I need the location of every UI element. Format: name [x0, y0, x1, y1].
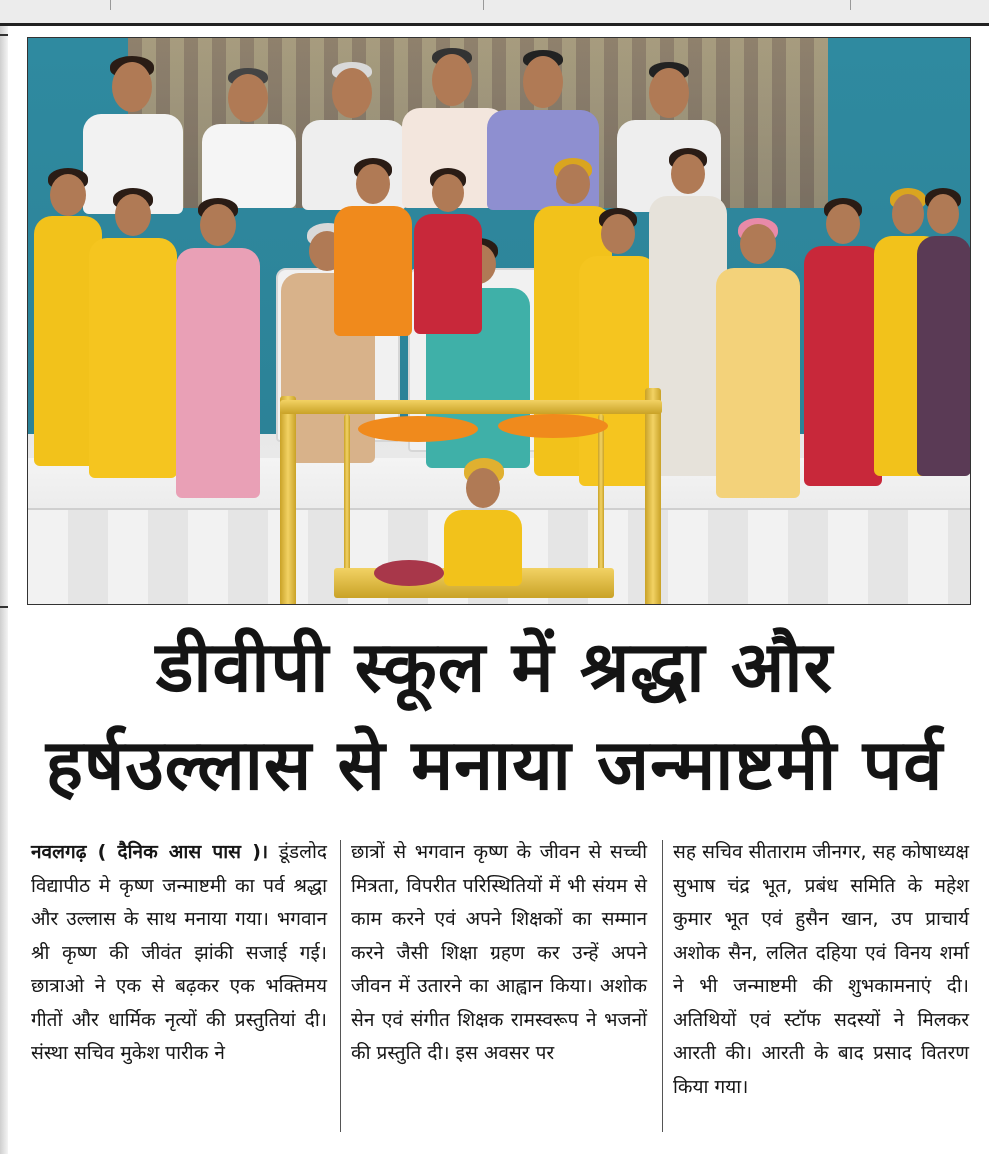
child-figure [408, 168, 488, 338]
headline-line-1: डीवीपी स्कूल में श्रद्धा और [155, 626, 834, 708]
clipping-top-edge [0, 0, 989, 26]
dateline: नवलगढ़ ( दैनिक आस पास )। [31, 841, 269, 863]
flower-garland [358, 416, 478, 442]
column-divider [340, 840, 341, 1132]
article-body [31, 836, 975, 1136]
clipping-left-edge [0, 26, 8, 1154]
edge-mark [483, 0, 484, 10]
baby-krishna-figure [438, 458, 528, 588]
article-column-2 [351, 836, 647, 1136]
edge-tick [0, 34, 8, 36]
edge-mark [850, 0, 851, 10]
headline-line-2: हर्षउल्लास से मनाया जन्माष्टमी पर्व [45, 724, 944, 806]
article-column-1 [31, 836, 327, 1136]
child-figure [913, 188, 971, 478]
edge-tick [0, 606, 8, 608]
child-figure [168, 198, 268, 498]
column-2-text: छात्रों से भगवान कृष्ण के जीवन से सच्ची मित्रता, विपरीत परिस्थितियों में भी संयम से काम करने एवं अपने शिक्षकों का सम्मान करने जैसी शिक्षा ग्रहण कर उन्हें अपने जीवन में उतारने का आह्वान किया। अशोक सेन एवं संगीत शिक्षक रामस्वरूप ने भजनों की प्रस्तुति दी। इस अवसर पर [351, 841, 647, 1064]
swing-chain [344, 414, 350, 574]
swing-beam [280, 400, 662, 414]
column-divider [662, 840, 663, 1132]
swing-chain [598, 414, 604, 574]
column-3-text: सह सचिव सीताराम जीनगर, सह कोषाध्यक्ष सुभाष चंद्र भूत, प्रबंध समिति के महेश कुमार भूत एवं हुसैन खान, उप प्राचार्य अशोक सैन, ललित दहिया एवं विनय शर्मा ने भी जन्माष्टमी की शुभकामनाएं दी। अतिथियों एवं स्टॉफ सदस्यों ने मिलकर आरती की। आरती के बाद प्रसाद वितरण किया गया। [673, 841, 969, 1098]
edge-mark [110, 0, 111, 10]
headline [10, 618, 979, 814]
child-figure [708, 218, 808, 498]
flower-garland [498, 414, 608, 438]
swing-post [645, 388, 661, 605]
cushion [374, 560, 444, 586]
child-figure [328, 158, 418, 338]
news-photo [27, 37, 971, 605]
column-1-text: डूंडलोद विद्यापीठ मे कृष्ण जन्माष्टमी का पर्व श्रद्धा और उल्लास के साथ मनाया गया। भगवान श्री कृष्ण की जीवंत झांकी सजाई गई। छात्राओ ने एक से बढ़कर एक भक्तिमय गीतों और धार्मिक नृत्यों की प्रस्तुतियां दी। संस्था सचिव मुकेश पारीक ने [31, 841, 327, 1064]
swing-post [280, 396, 296, 605]
article-column-3 [673, 836, 969, 1136]
adult-figure [198, 68, 298, 208]
